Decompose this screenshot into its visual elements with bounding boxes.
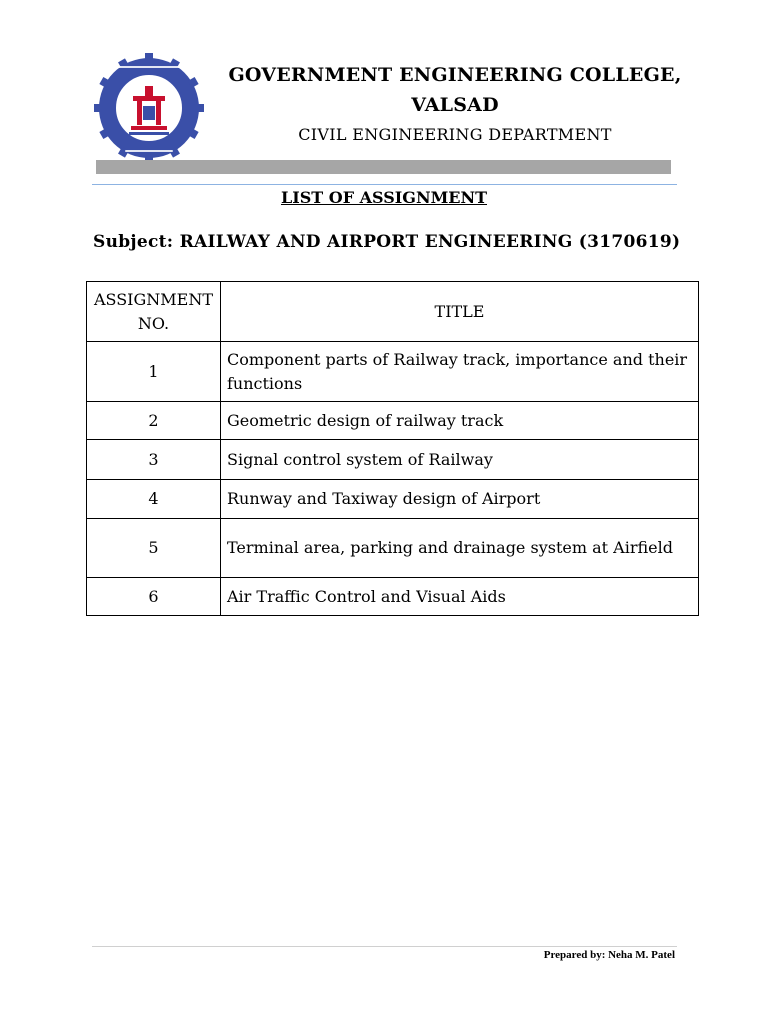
table-row — [87, 578, 699, 616]
prepared-by: Prepared by: Neha M. Patel — [543, 949, 675, 961]
header-assignment-no: ASSIGNMENT NO. — [87, 282, 221, 342]
assignment-title: Runway and Taxiway design of Airport — [221, 480, 699, 519]
college-logo — [93, 52, 205, 164]
assignment-no: 3 — [87, 440, 221, 480]
assignment-title: Terminal area, parking and drainage system at Airfield — [221, 519, 699, 578]
department-name: CIVIL ENGINEERING DEPARTMENT — [298, 125, 612, 144]
header-divider — [92, 184, 677, 185]
table-row — [87, 440, 699, 480]
college-name-line2: VALSAD — [411, 94, 499, 116]
header-gray-bar — [96, 160, 671, 174]
assignment-no: 6 — [87, 578, 221, 616]
assignment-no: 2 — [87, 402, 221, 440]
list-title: LIST OF ASSIGNMENT — [280, 188, 487, 207]
assignment-title: Signal control system of Railway — [221, 440, 699, 480]
college-name-line1: GOVERNMENT ENGINEERING COLLEGE, — [228, 64, 682, 86]
table-row — [87, 519, 699, 578]
table-row — [87, 402, 699, 440]
assignment-title: Geometric design of railway track — [221, 402, 699, 440]
assignment-no: 4 — [87, 480, 221, 519]
table-header-row — [87, 282, 699, 342]
footer-divider — [92, 946, 677, 947]
table-row — [87, 480, 699, 519]
assignment-table — [86, 281, 699, 616]
assignment-title: Air Traffic Control and Visual Aids — [221, 578, 699, 616]
header-title: TITLE — [221, 282, 699, 342]
table-row — [87, 342, 699, 402]
assignment-no: 1 — [87, 342, 221, 402]
assignment-no: 5 — [87, 519, 221, 578]
subject-line: Subject: RAILWAY AND AIRPORT ENGINEERING (3170619) — [93, 232, 681, 252]
assignment-title: Component parts of Railway track, importance and their functions — [221, 342, 699, 402]
